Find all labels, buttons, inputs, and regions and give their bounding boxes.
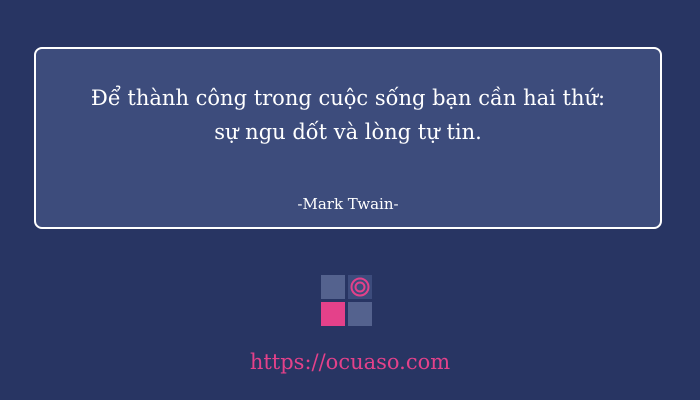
quote-line-1: Để thành công trong cuộc sống bạn cần hai thứ: [90, 86, 606, 110]
ocuaso-logo-icon [321, 275, 373, 327]
quote-card [34, 47, 662, 229]
quote-text [36, 81, 660, 149]
logo-tile-bottom-left [321, 302, 345, 326]
logo-ring-icon [350, 277, 370, 297]
quote-author: -Mark Twain- [297, 195, 399, 213]
logo-tile-top-right [348, 275, 372, 299]
logo-tile-top-left [321, 275, 345, 299]
logo-tile-bottom-right [348, 302, 372, 326]
site-url-link[interactable]: https://ocuaso.com [249, 350, 451, 374]
quote-line-2: sự ngu dốt và lòng tự tin. [214, 120, 482, 144]
